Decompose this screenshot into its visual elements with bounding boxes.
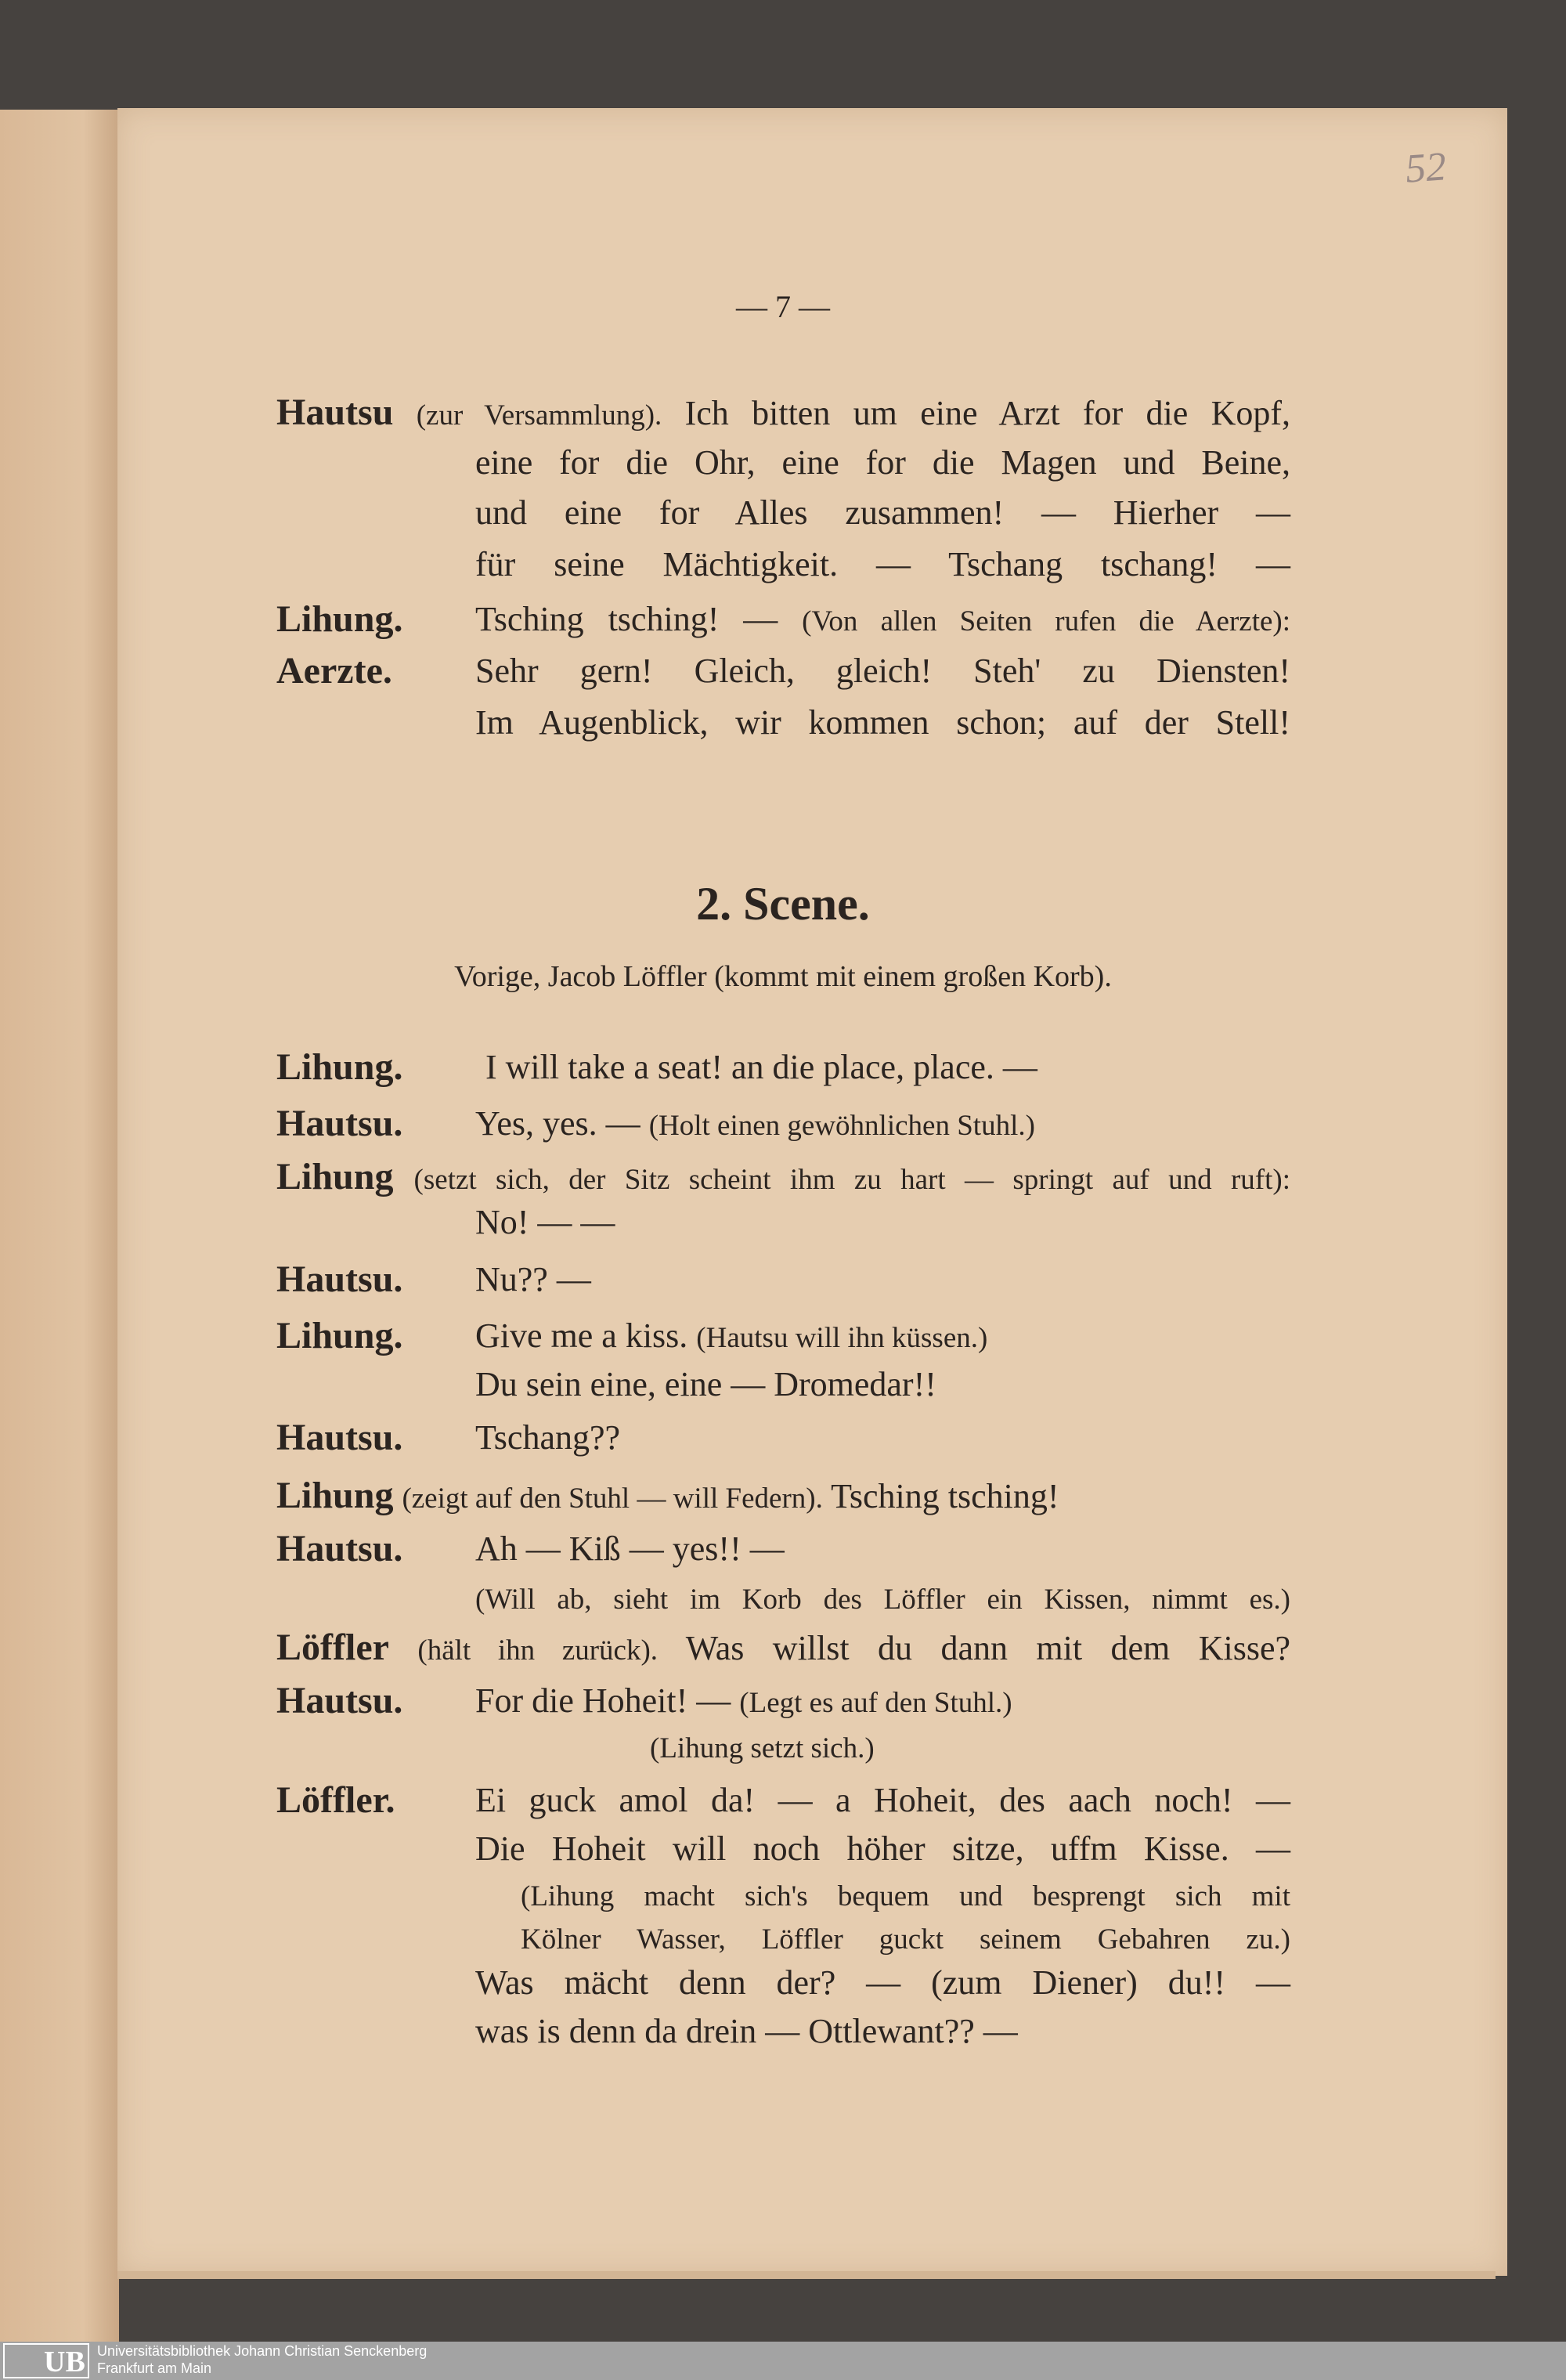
spoken-text: Nu?? — <box>475 1260 591 1298</box>
dialogue-line <box>475 1199 1290 1246</box>
stage-direction: (Lihung macht sich's bequem und besprengt sich mit <box>521 1880 1290 1912</box>
logo-text: UB <box>44 2346 85 2378</box>
dialogue-line <box>475 1777 1290 1824</box>
dialogue-line <box>521 1914 1290 1963</box>
pencil-folio-note: 52 <box>1404 144 1448 192</box>
speaker-name: Lihung. <box>276 1315 403 1356</box>
spoken-text: für seine Mächtigkeit. — Tschang tschang! — <box>475 545 1290 583</box>
spoken-text: Im Augenblick, wir kommen schon; auf der Stell! <box>475 703 1290 742</box>
library-name: Universitätsbibliothek Johann Christian Senckenberg <box>97 2343 428 2359</box>
dialogue-line <box>475 1414 1290 1461</box>
speaker-name: Lihung <box>276 1156 394 1197</box>
stage-direction: (Hautsu will ihn küssen.) <box>696 1322 988 1354</box>
spoken-text: Tsching tsching! — <box>475 600 778 638</box>
speaker-name: Hautsu. <box>276 1259 403 1300</box>
dialogue-line <box>475 1526 1290 1573</box>
dialogue-line <box>475 541 1290 588</box>
spoken-text: I will take a seat! an die place, place. — <box>485 1048 1037 1086</box>
stage-direction: (setzt sich, der Sitz scheint ihm zu hart — springt auf und ruft): <box>413 1164 1290 1196</box>
speaker-name: Hautsu. <box>276 1680 403 1721</box>
dialogue-line <box>521 1871 1290 1920</box>
spoken-text: Yes, yes. — <box>475 1104 640 1143</box>
dialogue-line <box>650 1723 1290 1772</box>
spoken-text: Ah — Kiß — yes!! — <box>475 1529 785 1568</box>
dialogue-line <box>475 1959 1290 2006</box>
dialogue-line <box>475 1826 1290 1873</box>
stage-direction: (Will ab, sieht im Korb des Löffler ein Kissen, nimmt es.) <box>475 1584 1290 1616</box>
stage-direction: (Lihung setzt sich.) <box>650 1732 875 1764</box>
library-logo <box>3 2343 89 2378</box>
spoken-text: Give me a kiss. <box>475 1316 688 1355</box>
dialogue-line <box>475 2008 1290 2055</box>
speaker-name: Hautsu. <box>276 1103 403 1144</box>
spoken-text: und eine for Alles zusammen! — Hierher — <box>475 493 1290 532</box>
spoken-text: Was mächt denn der? — (zum Diener) du!! — <box>475 1963 1290 2002</box>
dialogue-line <box>475 596 1290 645</box>
dialogue-line <box>276 1624 1290 1674</box>
spoken-text: Was willst du dann mit dem Kisse? <box>685 1629 1290 1667</box>
page-bottom-edge <box>117 2271 1496 2279</box>
spoken-text: Ich bitten um eine Arzt for die Kopf, <box>684 394 1291 432</box>
scene-heading: 2. Scene. <box>696 878 870 930</box>
dialogue-line <box>475 489 1290 536</box>
spoken-text: For die Hoheit! — <box>475 1681 731 1720</box>
dialogue-line <box>475 1574 1290 1623</box>
stage-direction: (Von allen Seiten rufen die Aerzte): <box>802 605 1291 637</box>
dialogue-line <box>276 1154 1290 1204</box>
spoken-text: Tsching tsching! <box>831 1477 1059 1515</box>
dialogue-line <box>475 699 1290 746</box>
spoken-text: was is denn da drein — Ottlewant?? — <box>475 2012 1018 2050</box>
stage-direction: (zur Versammlung). <box>416 399 662 432</box>
scene-cast: Vorige, Jacob Löffler (kommt mit einem großen Korb). <box>454 960 1112 993</box>
spoken-text: Du sein eine, eine — Dromedar!! <box>475 1365 936 1403</box>
stage-direction: (hält ihn zurück). <box>417 1634 659 1667</box>
previous-page-edge <box>0 110 119 2342</box>
dialogue-line <box>475 1361 1290 1408</box>
speaker-name: Hautsu. <box>276 1417 403 1458</box>
dialogue-line <box>475 1313 1290 1362</box>
stage-direction: (zeigt auf den Stuhl — will Federn). <box>402 1483 823 1515</box>
speaker-name: Löffler. <box>276 1779 395 1821</box>
speaker-name: Löffler <box>276 1627 389 1668</box>
speaker-name: Lihung. <box>276 1046 403 1088</box>
stage-direction: (Legt es auf den Stuhl.) <box>739 1687 1012 1719</box>
spoken-text: eine for die Ohr, eine for die Magen und Beine, <box>475 443 1290 482</box>
dialogue-line <box>475 1678 1290 1727</box>
spoken-text: Die Hoheit will noch höher sitze, uffm Kisse. — <box>475 1829 1290 1868</box>
speaker-name: Aerzte. <box>276 650 392 692</box>
dialogue-line <box>276 1472 1290 1522</box>
library-location: Frankfurt am Main <box>97 2360 212 2376</box>
spoken-text: Tschang?? <box>475 1418 621 1457</box>
speaker-name: Lihung. <box>276 598 403 640</box>
speaker-name: Lihung <box>276 1475 394 1516</box>
spoken-text: No! — — <box>475 1203 615 1241</box>
dialogue-line <box>276 389 1290 439</box>
speaker-name: Hautsu <box>276 392 394 433</box>
dialogue-line <box>475 1256 1290 1303</box>
dialogue-line <box>475 439 1290 486</box>
page-number: — 7 — <box>736 289 830 324</box>
stage-direction: (Holt einen gewöhnlichen Stuhl.) <box>648 1110 1035 1142</box>
spoken-text: Ei guck amol da! — a Hoheit, des aach noch! — <box>475 1781 1290 1819</box>
speaker-name: Hautsu. <box>276 1528 403 1569</box>
dialogue-line <box>475 1100 1290 1150</box>
library-footer <box>0 2342 1566 2380</box>
stage-direction: Kölner Wasser, Löffler guckt seinem Gebahren zu.) <box>521 1923 1290 1956</box>
dialogue-line <box>485 1044 1290 1091</box>
spoken-text: Sehr gern! Gleich, gleich! Steh' zu Diensten! <box>475 652 1290 690</box>
dialogue-line <box>475 648 1290 695</box>
